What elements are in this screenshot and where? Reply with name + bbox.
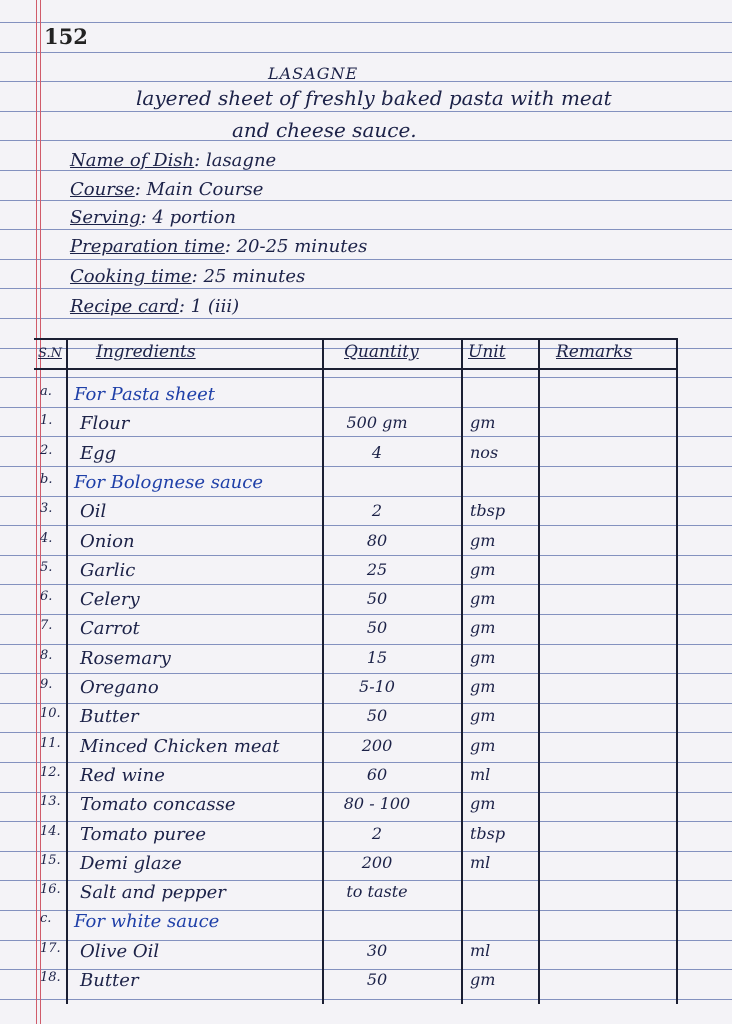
- ingredient-quantity: 50: [366, 589, 388, 608]
- ingredient-name: Flour: [80, 413, 130, 434]
- ruled-line: [0, 81, 732, 82]
- header-unit: Unit: [468, 342, 506, 362]
- ingredient-unit: ml: [470, 941, 491, 960]
- row-serial-number: 10.: [40, 706, 61, 721]
- info-value: : 1 (iii): [178, 296, 240, 317]
- ingredient-name: Rosemary: [80, 648, 171, 669]
- page-number: 152: [44, 24, 88, 49]
- ingredient-quantity: 80 - 100: [343, 794, 411, 813]
- margin-line: [36, 0, 37, 1024]
- row-serial-number: b.: [40, 472, 53, 487]
- recipe-subtitle-line-2: and cheese sauce.: [232, 118, 417, 142]
- ruled-line: [0, 673, 732, 674]
- ingredient-quantity: 50: [366, 970, 388, 989]
- ruled-line: [0, 614, 732, 615]
- ingredient-name: Butter: [80, 970, 139, 991]
- ruled-line: [0, 732, 732, 733]
- ruled-line: [0, 525, 732, 526]
- ruled-line: [0, 52, 732, 53]
- ingredient-unit: gm: [470, 706, 496, 725]
- row-serial-number: 18.: [40, 970, 61, 985]
- table-header-divider: [34, 368, 678, 370]
- row-serial-number: 12.: [40, 765, 61, 780]
- ruled-line: [0, 851, 732, 852]
- ingredient-unit: gm: [470, 648, 496, 667]
- row-serial-number: 8.: [40, 648, 53, 663]
- ruled-line: [0, 999, 732, 1000]
- row-serial-number: 14.: [40, 824, 61, 839]
- row-serial-number: 7.: [40, 618, 53, 633]
- ruled-line: [0, 259, 732, 260]
- info-label: Preparation time: [70, 236, 225, 257]
- info-serving: [70, 207, 236, 228]
- ingredient-quantity: 15: [366, 648, 388, 667]
- ruled-line: [0, 703, 732, 704]
- ruled-line: [0, 466, 732, 467]
- ingredient-quantity: 50: [366, 618, 388, 637]
- ingredient-quantity: 25: [366, 560, 388, 579]
- info-value: : 25 minutes: [191, 266, 306, 287]
- row-serial-number: 3.: [40, 501, 53, 516]
- row-serial-number: 4.: [40, 531, 53, 546]
- recipe-subtitle-line-1: layered sheet of freshly baked pasta with meat: [136, 86, 612, 110]
- ruled-line: [0, 821, 732, 822]
- ingredient-unit: gm: [470, 560, 496, 579]
- row-serial-number: 6.: [40, 589, 53, 604]
- section-heading: For Pasta sheet: [74, 384, 215, 405]
- row-serial-number: 11.: [40, 736, 61, 751]
- ingredient-name: Tomato concasse: [80, 794, 236, 815]
- ingredient-unit: tbsp: [470, 501, 506, 520]
- row-serial-number: 13.: [40, 794, 61, 809]
- ingredient-name: Salt and pepper: [80, 882, 226, 903]
- table-col-divider-quantity: [461, 338, 463, 1004]
- ruled-line: [0, 644, 732, 645]
- ingredient-name: Carrot: [80, 618, 140, 639]
- ingredient-unit: gm: [470, 677, 496, 696]
- ingredient-name: Minced Chicken meat: [80, 736, 280, 757]
- ruled-line: [0, 229, 732, 230]
- info-recipe-card: [70, 296, 239, 317]
- ingredient-quantity: 2: [371, 501, 383, 520]
- ingredient-unit: gm: [470, 531, 496, 550]
- ingredient-quantity: to taste: [346, 882, 408, 901]
- header-sn: S.N: [38, 346, 62, 361]
- ingredient-unit: gm: [470, 794, 496, 813]
- ingredient-name: Olive Oil: [80, 941, 160, 962]
- ingredient-name: Tomato puree: [80, 824, 207, 845]
- info-value: : lasagne: [194, 150, 277, 171]
- ingredient-name: Red wine: [80, 765, 165, 786]
- info-label: Name of Dish: [70, 150, 195, 171]
- info-label: Cooking time: [70, 266, 192, 287]
- info-label: Serving: [70, 207, 141, 228]
- row-serial-number: 1.: [40, 413, 53, 428]
- recipe-title: LASAGNE: [268, 64, 359, 83]
- ingredient-quantity: 200: [361, 853, 393, 872]
- ingredient-unit: gm: [470, 589, 496, 608]
- ingredient-unit: nos: [470, 443, 499, 462]
- table-top-border: [34, 338, 678, 340]
- ingredient-quantity: 80: [366, 531, 388, 550]
- ingredient-quantity: 4: [371, 443, 383, 462]
- ruled-line: [0, 555, 732, 556]
- ingredient-quantity: 60: [366, 765, 388, 784]
- ingredient-name: Oil: [80, 501, 107, 522]
- ingredient-unit: gm: [470, 970, 496, 989]
- ruled-line: [0, 407, 732, 408]
- ingredient-name: Garlic: [80, 560, 136, 581]
- ingredient-unit: ml: [470, 765, 491, 784]
- ruled-line: [0, 496, 732, 497]
- row-serial-number: 15.: [40, 853, 61, 868]
- ingredient-unit: tbsp: [470, 824, 506, 843]
- ruled-line: [0, 377, 732, 378]
- ingredient-quantity: 200: [361, 736, 393, 755]
- info-cooking-time: [70, 266, 305, 287]
- ingredient-quantity: 30: [366, 941, 388, 960]
- ruled-line: [0, 111, 732, 112]
- table-right-border: [676, 338, 678, 1004]
- ingredient-name: Onion: [80, 531, 135, 552]
- info-name-of-dish: [70, 150, 276, 171]
- ruled-line: [0, 762, 732, 763]
- ingredient-unit: gm: [470, 736, 496, 755]
- row-serial-number: 16.: [40, 882, 61, 897]
- section-heading: For Bolognese sauce: [74, 472, 263, 493]
- ingredient-quantity: 5-10: [359, 677, 395, 696]
- ruled-line: [0, 200, 732, 201]
- table-col-divider-unit: [538, 338, 540, 1004]
- ruled-line: [0, 22, 732, 23]
- ingredient-name: Butter: [80, 706, 139, 727]
- header-quantity: Quantity: [344, 342, 419, 362]
- info-label: Recipe card: [70, 296, 179, 317]
- ruled-line: [0, 792, 732, 793]
- ingredient-quantity: 2: [371, 824, 383, 843]
- ruled-line: [0, 318, 732, 319]
- info-value: : 4 portion: [140, 207, 236, 228]
- header-ingredients: Ingredients: [96, 342, 196, 362]
- ruled-line: [0, 436, 732, 437]
- section-heading: For white sauce: [74, 911, 220, 932]
- info-course: [70, 179, 263, 200]
- ruled-line: [0, 584, 732, 585]
- ingredient-name: Egg: [80, 443, 117, 464]
- info-preparation-time: [70, 236, 367, 257]
- ruled-line: [0, 880, 732, 881]
- row-serial-number: 2.: [40, 443, 53, 458]
- row-serial-number: 5.: [40, 560, 53, 575]
- info-label: Course: [70, 179, 135, 200]
- ingredient-name: Celery: [80, 589, 140, 610]
- header-remarks: Remarks: [556, 342, 633, 362]
- table-col-divider-ingredients: [322, 338, 324, 1004]
- ingredient-quantity: 500 gm: [346, 413, 408, 432]
- info-value: : Main Course: [134, 179, 264, 200]
- ingredient-name: Demi glaze: [80, 853, 182, 874]
- ingredient-unit: gm: [470, 413, 496, 432]
- ruled-line: [0, 288, 732, 289]
- ingredient-name: Oregano: [80, 677, 159, 698]
- row-serial-number: a.: [40, 384, 52, 399]
- row-serial-number: c.: [40, 911, 52, 926]
- info-value: : 20-25 minutes: [224, 236, 368, 257]
- row-serial-number: 9.: [40, 677, 53, 692]
- ingredient-quantity: 50: [366, 706, 388, 725]
- table-col-divider-sn: [66, 338, 68, 1004]
- ingredient-unit: gm: [470, 618, 496, 637]
- ingredient-unit: ml: [470, 853, 491, 872]
- row-serial-number: 17.: [40, 941, 61, 956]
